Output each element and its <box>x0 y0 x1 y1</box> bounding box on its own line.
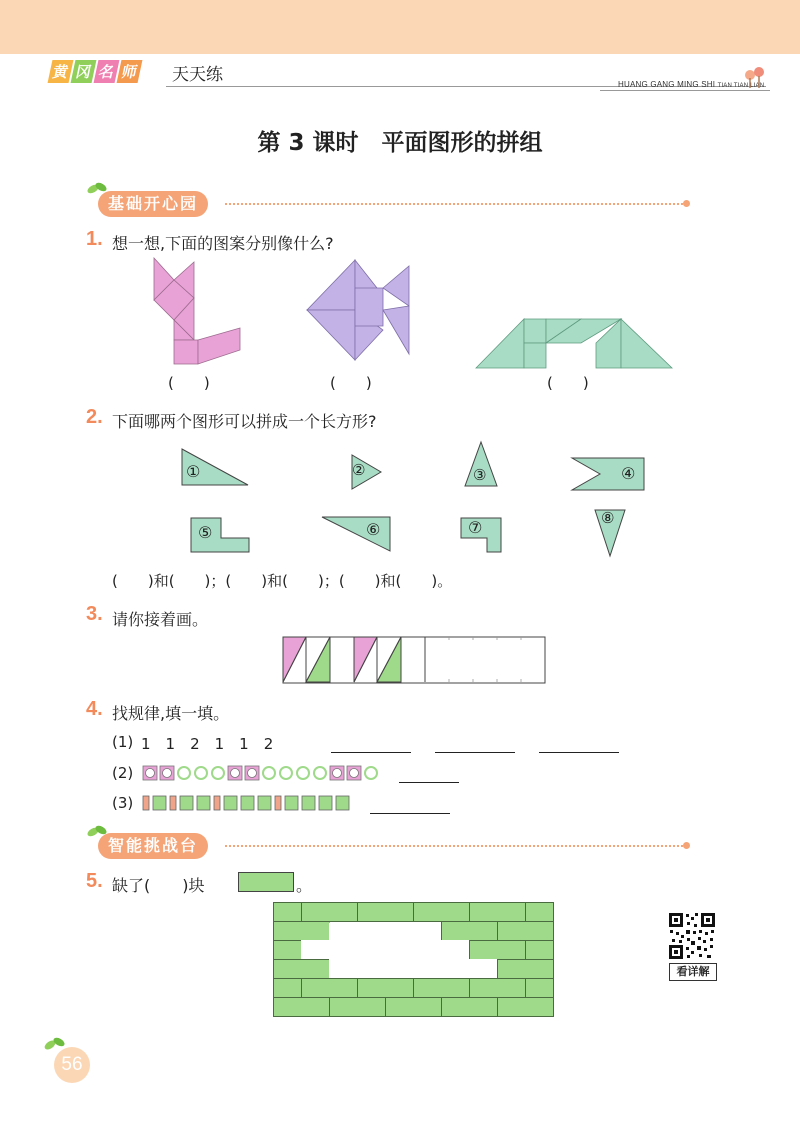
tangram-fish <box>303 260 415 370</box>
number-sequence: 1 1 2 1 1 2 <box>141 735 274 753</box>
answer-line[interactable]: ( )和( )；( )和( )；( )和( )。 <box>112 572 453 590</box>
shape-label: ③ <box>473 466 487 484</box>
green-brick <box>238 872 294 892</box>
ring-pattern <box>142 765 382 781</box>
shape-label: ④ <box>621 464 636 483</box>
brick-wall <box>273 902 555 1020</box>
brand-logo <box>50 60 140 83</box>
header-rule <box>600 90 770 91</box>
shape-label: ① <box>186 462 201 481</box>
page-title: 第 3 课时 平面图形的拼组 <box>257 130 543 156</box>
question-text: 想一想,下面的图案分别像什么? <box>112 234 334 253</box>
row-label: (1) <box>112 733 134 751</box>
shape-label: ⑧ <box>601 509 615 527</box>
answer-line-blank[interactable] <box>435 752 515 753</box>
qr-label[interactable]: 看详解 <box>669 963 717 981</box>
question-text: 下面哪两个图形可以拼成一个长方形? <box>112 412 377 431</box>
row-label: (3) <box>112 794 134 812</box>
question-number: 3. <box>86 603 103 625</box>
question-text-end: 。 <box>296 876 313 895</box>
shape-label: ⑤ <box>198 523 213 542</box>
brand-char: 师 <box>117 60 143 83</box>
question-number: 1. <box>86 228 103 250</box>
answer-line-blank[interactable] <box>331 752 411 753</box>
answer-line-blank[interactable] <box>370 813 450 814</box>
answer-line-blank[interactable] <box>539 752 619 753</box>
question-number: 5. <box>86 870 103 892</box>
dot-end <box>683 842 690 849</box>
dotted-rule <box>225 845 683 847</box>
tangram-cat <box>150 258 245 370</box>
pinyin-main: HUANG GANG MING SHI <box>618 80 716 89</box>
question-text: 请你接着画。 <box>112 610 209 629</box>
shape-label: ⑦ <box>468 518 483 537</box>
brand-char: 黄 <box>48 60 74 83</box>
top-color-band <box>0 0 800 54</box>
dot-end <box>683 200 690 207</box>
brand-char: 名 <box>94 60 120 83</box>
pinyin-small: TIAN TIAN LIAN <box>717 83 765 89</box>
question-text: 缺了( )块 <box>112 876 205 895</box>
row-label: (2) <box>112 764 134 782</box>
brand-char: 冈 <box>71 60 97 83</box>
section-badge-basic: 基础开心园 <box>98 191 208 217</box>
tree-icon <box>742 66 768 88</box>
shape-label: ② <box>352 461 366 479</box>
answer-line-blank[interactable] <box>399 782 459 783</box>
section-badge-challenge: 智能挑战台 <box>98 833 208 859</box>
shape-4 <box>570 456 648 492</box>
question-number: 4. <box>86 698 103 720</box>
shape-label: ⑥ <box>366 520 381 539</box>
series-name: 天天练 <box>172 65 223 85</box>
answer-blank[interactable]: ( ) <box>330 374 372 392</box>
bar-pattern <box>142 795 352 811</box>
answer-blank[interactable]: ( ) <box>547 374 589 392</box>
answer-blank[interactable]: ( ) <box>168 374 210 392</box>
question-number: 2. <box>86 406 103 428</box>
dotted-rule <box>225 203 683 205</box>
page-number: 56 <box>54 1047 90 1083</box>
qr-code[interactable] <box>669 913 715 959</box>
shape-6 <box>320 515 394 555</box>
tangram-bridge <box>476 315 674 371</box>
question-text: 找规律,填一填。 <box>112 704 230 723</box>
pattern-strip <box>282 636 547 684</box>
